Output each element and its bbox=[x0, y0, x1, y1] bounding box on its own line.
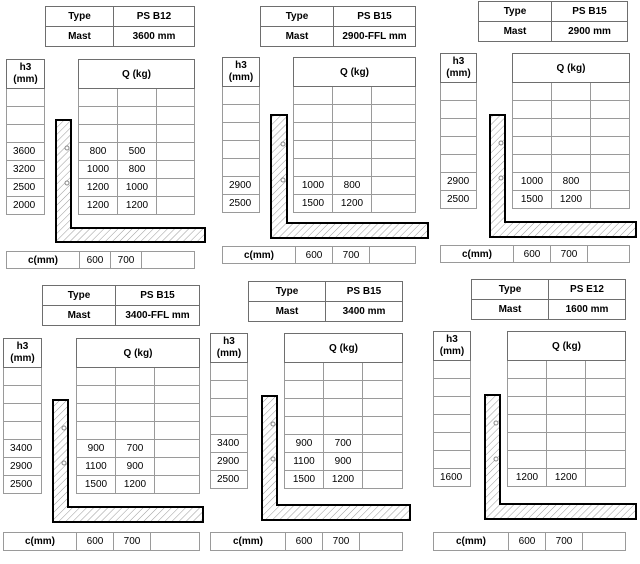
q-value: 1000 bbox=[79, 161, 118, 179]
h3-value: 2900 bbox=[4, 458, 42, 476]
h3-header: h3 (mm) bbox=[434, 332, 471, 361]
mast-label: Mast bbox=[479, 22, 552, 42]
q-value: 700 bbox=[116, 440, 155, 458]
q-value: 900 bbox=[116, 458, 155, 476]
c-label: c(mm) bbox=[4, 533, 77, 551]
mast-value: 3600 mm bbox=[114, 27, 195, 47]
mast-label: Mast bbox=[46, 27, 114, 47]
q-value: 1000 bbox=[513, 173, 552, 191]
h3-header: h3 (mm) bbox=[211, 334, 248, 363]
c-value: 700 bbox=[323, 533, 360, 551]
q-header: Q (kg) bbox=[294, 58, 416, 87]
h3-value: 3600 bbox=[7, 143, 45, 161]
mast-value: 2900 mm bbox=[552, 22, 628, 42]
c-label: c(mm) bbox=[441, 246, 514, 263]
q-value: 1100 bbox=[77, 458, 116, 476]
q-value: 1500 bbox=[285, 471, 324, 489]
mast-value: 1600 mm bbox=[549, 300, 626, 320]
mast-value: 2900-FFL mm bbox=[334, 27, 416, 47]
type-value: PS B15 bbox=[116, 286, 200, 306]
q-value: 1000 bbox=[118, 179, 157, 197]
c-value: 600 bbox=[286, 533, 323, 551]
type-value: PS B12 bbox=[114, 7, 195, 27]
q-value: 1000 bbox=[294, 177, 333, 195]
c-value: 700 bbox=[333, 247, 370, 264]
h3-value: 2500 bbox=[7, 179, 45, 197]
c-value: 700 bbox=[551, 246, 588, 263]
h3-value: 3400 bbox=[4, 440, 42, 458]
q-value: 1200 bbox=[333, 195, 372, 213]
h3-value: 2500 bbox=[223, 195, 260, 213]
q-value: 900 bbox=[324, 453, 363, 471]
h3-header: h3 (mm) bbox=[223, 58, 260, 87]
h3-value: 2900 bbox=[211, 453, 248, 471]
type-label: Type bbox=[46, 7, 114, 27]
c-value: 600 bbox=[509, 533, 546, 551]
q-value: 1200 bbox=[547, 469, 586, 487]
h3-header: h3 (mm) bbox=[7, 60, 45, 89]
c-value: 700 bbox=[114, 533, 151, 551]
c-label: c(mm) bbox=[211, 533, 286, 551]
mast-label: Mast bbox=[472, 300, 549, 320]
q-value: 1200 bbox=[508, 469, 547, 487]
type-label: Type bbox=[249, 282, 326, 302]
q-value: 1200 bbox=[118, 197, 157, 215]
q-value: 1200 bbox=[552, 191, 591, 209]
h3-value: 2900 bbox=[441, 173, 477, 191]
c-value: 600 bbox=[80, 252, 111, 269]
c-value: 600 bbox=[77, 533, 114, 551]
c-label: c(mm) bbox=[434, 533, 509, 551]
mast-label: Mast bbox=[43, 306, 116, 326]
q-value: 1200 bbox=[79, 197, 118, 215]
mast-label: Mast bbox=[261, 27, 334, 47]
q-value: 800 bbox=[552, 173, 591, 191]
q-header: Q (kg) bbox=[508, 332, 626, 361]
q-value: 1200 bbox=[324, 471, 363, 489]
type-value: PS E12 bbox=[549, 280, 626, 300]
c-label: c(mm) bbox=[223, 247, 296, 264]
q-value: 1200 bbox=[116, 476, 155, 494]
h3-header: h3 (mm) bbox=[4, 339, 42, 368]
c-value: 700 bbox=[111, 252, 142, 269]
h3-value: 3400 bbox=[211, 435, 248, 453]
type-value: PS B15 bbox=[326, 282, 403, 302]
mast-value: 3400 mm bbox=[326, 302, 403, 322]
h3-value: 2900 bbox=[223, 177, 260, 195]
h3-value: 2500 bbox=[441, 191, 477, 209]
type-value: PS B15 bbox=[334, 7, 416, 27]
h3-header: h3 (mm) bbox=[441, 54, 477, 83]
h3-value: 3200 bbox=[7, 161, 45, 179]
q-value: 700 bbox=[324, 435, 363, 453]
type-label: Type bbox=[43, 286, 116, 306]
h3-value: 2500 bbox=[4, 476, 42, 494]
h3-value: 2500 bbox=[211, 471, 248, 489]
type-value: PS B15 bbox=[552, 2, 628, 22]
q-value: 900 bbox=[285, 435, 324, 453]
c-value: 700 bbox=[546, 533, 583, 551]
q-header: Q (kg) bbox=[513, 54, 630, 83]
q-value: 500 bbox=[118, 143, 157, 161]
q-value: 1500 bbox=[513, 191, 552, 209]
q-value: 800 bbox=[79, 143, 118, 161]
q-header: Q (kg) bbox=[77, 339, 200, 368]
q-value: 800 bbox=[333, 177, 372, 195]
q-header: Q (kg) bbox=[285, 334, 403, 363]
mast-label: Mast bbox=[249, 302, 326, 322]
type-label: Type bbox=[472, 280, 549, 300]
q-value: 1500 bbox=[77, 476, 116, 494]
mast-value: 3400-FFL mm bbox=[116, 306, 200, 326]
type-label: Type bbox=[261, 7, 334, 27]
c-value: 600 bbox=[514, 246, 551, 263]
c-value: 600 bbox=[296, 247, 333, 264]
c-label: c(mm) bbox=[7, 252, 80, 269]
q-value: 900 bbox=[77, 440, 116, 458]
q-value: 1200 bbox=[79, 179, 118, 197]
q-value: 800 bbox=[118, 161, 157, 179]
q-header: Q (kg) bbox=[79, 60, 195, 89]
type-label: Type bbox=[479, 2, 552, 22]
h3-value: 1600 bbox=[434, 469, 471, 487]
h3-value: 2000 bbox=[7, 197, 45, 215]
q-value: 1500 bbox=[294, 195, 333, 213]
q-value: 1100 bbox=[285, 453, 324, 471]
